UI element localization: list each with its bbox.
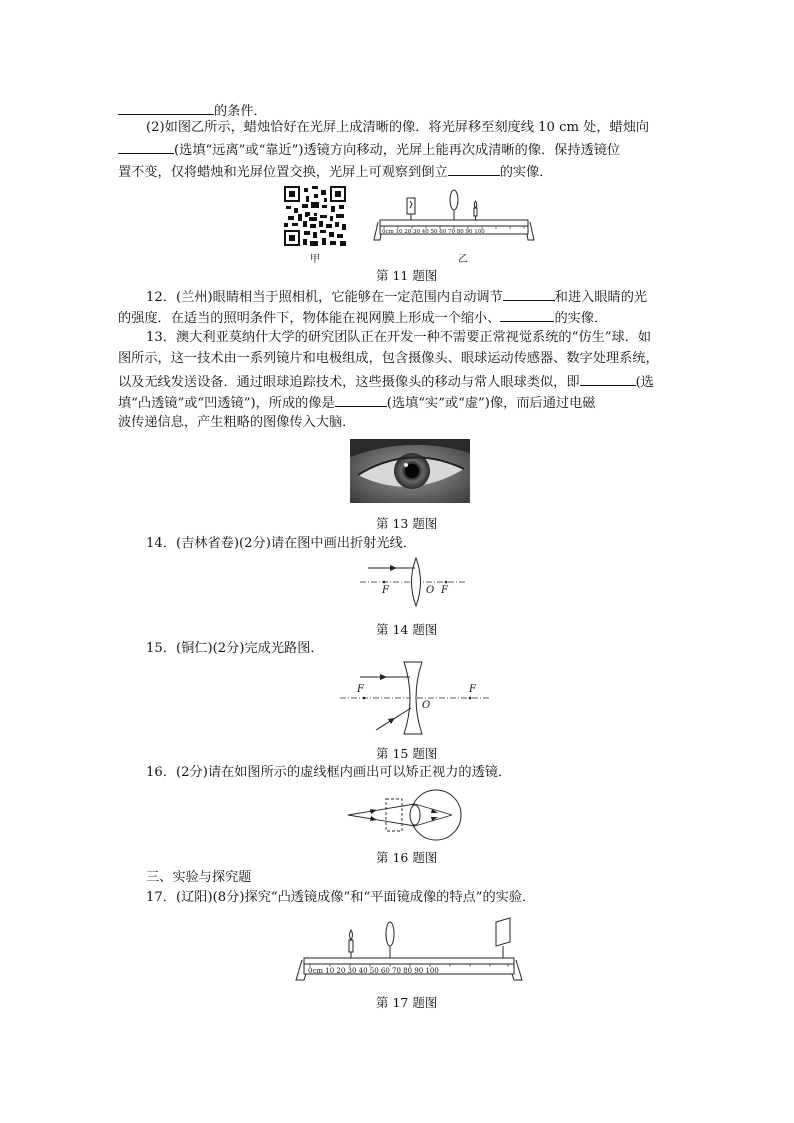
figure-16-caption: 第 16 题图 [376, 850, 438, 865]
svg-text:0cm 10 20 30 40 50 6: 0cm 10 20 30 40 50 60 70 80 90 100 [308, 967, 439, 975]
q13-line5: 波传递信息，产生粗略的图像传入大脑． [118, 415, 356, 430]
label-jia: 甲 [310, 254, 320, 265]
section-3-title: 三、实验与探究题 [146, 870, 252, 885]
svg-text:0cm 10 20 30 40 50 60 70: 0cm 10 20 30 40 50 60 70 80 90 100 [382, 229, 485, 235]
q13-line2: 图所示，这一技术由一系列镜片和电极组成，包含摄像头、眼球运动传感器、数字处理系统， [118, 351, 659, 366]
optical-bench-yi [374, 184, 534, 244]
q16-text: 16．(2分)请在如图所示的虚线框内画出可以矫正视力的透镜． [146, 765, 512, 780]
answer-blank[interactable] [335, 393, 387, 407]
focal-point-label: F [441, 585, 448, 596]
figure-13-caption: 第 13 题图 [376, 516, 438, 531]
eye-photo [350, 439, 470, 503]
q11-p2-line3: 置不变，仅将蜡烛和光屏位置交换，光屏上可观察到倒立 的实像． [118, 162, 552, 182]
q11-line1: 的条件． [118, 101, 267, 121]
answer-blank[interactable] [118, 140, 174, 154]
focal-point-label: F [382, 585, 389, 596]
q13-line1: 13．澳大利亚莫纳什大学的研究团队正在开发一种不需要正常视觉系统的“仿生”球．如 [146, 330, 652, 345]
optical-center-label: O [426, 585, 435, 596]
q11-p2-line1: (2)如图乙所示，蜡烛恰好在光屏上成清晰的像．将光屏移至刻度线 10 cm 处，蜡烛向 [146, 120, 650, 135]
answer-blank[interactable] [580, 372, 636, 386]
answer-blank[interactable] [500, 308, 554, 322]
q12-line2: 的强度．在适当的照明条件下，物体能在视网膜上形成一个缩小、 的实像． [118, 308, 607, 328]
eye-correction-diagram [348, 786, 464, 844]
answer-blank[interactable] [448, 162, 500, 176]
optical-center-label: O [422, 700, 431, 711]
q12-line1: 12．(兰州)眼睛相当于照相机，它能够在一定范围内自动调节 和进入眼睛的光 [146, 287, 647, 307]
q17-text: 17．(辽阳)(8分)探究“凸透镜成像”和“平面镜成像的特点”的实验． [146, 890, 536, 905]
q11-p2-line2: (选填“远离”或“靠近”)透镜方向移动，光屏上能再次成清晰的像．保持透镜位 [118, 140, 620, 160]
focal-point-label: F [357, 684, 364, 695]
answer-blank[interactable] [503, 287, 555, 301]
answer-blank[interactable] [118, 101, 214, 115]
figure-15-caption: 第 15 题图 [376, 746, 438, 761]
q13-line4: 填“凸透镜”或“凹透镜”)，所成的像是 (选填“实”或“虚”)像，而后通过电磁 [118, 393, 595, 413]
q13-line3: 以及无线发送设备．通过眼球追踪技术，这些摄像头的移动与常人眼球类似，即 (选 [118, 372, 654, 392]
q14-text: 14．(吉林省卷)(2分)请在图中画出折射光线． [146, 536, 416, 551]
figure-17-caption: 第 17 题图 [376, 995, 438, 1010]
focal-point-label: F [469, 684, 476, 695]
qr-code-figure [284, 186, 346, 246]
figure-11-caption: 第 11 题图 [376, 268, 438, 283]
label-yi: 乙 [458, 254, 468, 265]
optical-bench-17 [296, 916, 522, 984]
q15-text: 15．(铜仁)(2分)完成光路图． [146, 641, 324, 656]
concave-lens-diagram [340, 660, 490, 738]
figure-14-caption: 第 14 题图 [376, 622, 438, 637]
convex-lens-diagram [360, 556, 466, 610]
